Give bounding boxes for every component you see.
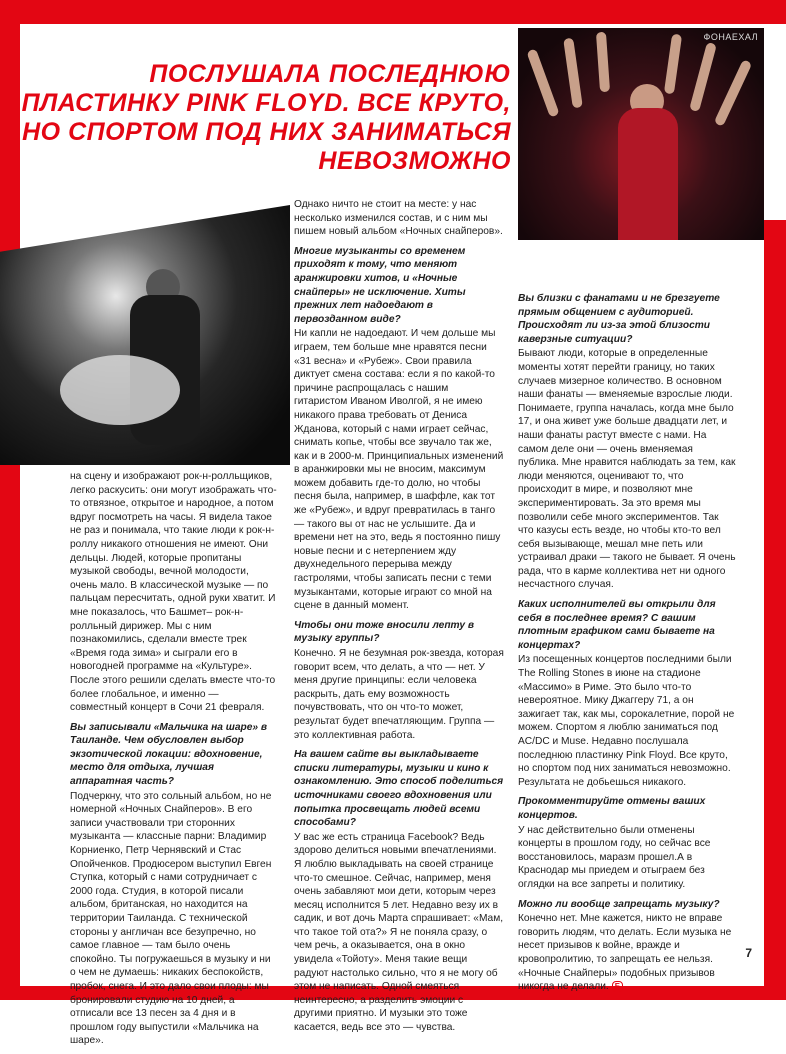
question: Чтобы они тоже вносили лепту в музыку группы? (294, 619, 474, 645)
paragraph-text: Конечно нет. Мне кажется, никто не вправе говорить людям, что делать. Если музыка не несет призывов к войне, вражде и кровопролитию, то запрещать ее нельзя. «Ночные Снайперы» подобных призывов никогда не делали. (518, 913, 732, 993)
end-of-article-mark: Б (612, 981, 624, 992)
paragraph: на сцену и изображают рок-н-ролльщиков, легко раскусить: они могут изображать что-то отвязное, открытое и народное, а потом вдруг посмотреть на часы. Я видела такое не раз и понимала, что такие люди к рок-н-роллу никакого отношения не имеют. Они дельцы. Людей, которые пропитаны музыкой свободы, вечной молодости, очень мало. В классической музыке — по пальцам пересчитать, одной руки хватит. И мне показалось, что Башмет– рок-н-ролльный дирижер. Мы с ним познакомились, сделали вместе трек «Время года зима» и сыграли его в новогодней программе на «Культуре». После этого решили сделать вместе что-то более глобальное, и именно — совместный концерт в Сочи 21 февраля. (70, 471, 277, 714)
text-column-3 (518, 292, 736, 1000)
top-red-band (0, 0, 786, 24)
question: Прокомментируйте отмены ваших концертов. (518, 796, 706, 821)
paragraph: Подчеркну, что это сольный альбом, но не номерной «Ночных Снайперов». В его записи участвовали три сторонних музыканта — классные парни: Владимир Корниенко, Петр Чернявский и Стас Опойченков. Продюсером выступил Евген Ступка, который с нами сотрудничает с 2000 года. Студия, в которой писали альбом, британская, но находится на территории Таиланда. С технической стороны у англичан все безупречно, но самое главное — там было очень спокойно. Ты погружаешься в музыку и ни о чем не думаешь: никаких беспокойств, пробок, снега. И это дало свои плоды: мы бронировали студию на 10 дней, а отписали все 13 песен за 4 дня и в прошлом году выпустили «Мальчика на шаре». (70, 790, 272, 1047)
question: Каких исполнителей вы открыли для себя в последнее время? С вашим плотным графиком сами бываете на концертах? (518, 599, 716, 651)
paragraph: Конечно. Я не безумная рок-звезда, которая говорит всем, что делать, а что — нет. У меня другие принципы: если человека раскрыть, дать ему возможность почувствовать, что он что-то может, результат будет впечатляющим. Группа — это коллективная работа. (294, 648, 504, 741)
question: Можно ли вообще запрещать музыку? (518, 898, 720, 910)
paragraph: У нас действительно были отменены концерты в прошлом году, но сейчас все восстановилось, маразм прошел.А в Краснодар мы приедем и отыграем без оглядки на все запреты и политику. (518, 824, 711, 890)
question: Вы записывали «Мальчика на шаре» в Таиланде. Чем обусловлен выбор экзотической локации: вдохновение, место для отдыха, лучшая аппаратная часть? (70, 721, 268, 788)
paragraph (518, 912, 736, 994)
photo-watermark: ФОНАЕХАЛ (703, 32, 758, 42)
paragraph: Ни капли не надоедают. И чем дольше мы играем, тем больше мне нравятся песни «31 весна» и «Рубеж». Свои правила диктует смена состава: если я по какой-то причине распрощалась с нашим гитаристом Иваном Иволгой, я не имею никакого права требовать от Дениса Жданова, который с нами играет сейчас, снимать копье, чтобы все звучало так же, как и в 2000-м. Принципиальных изменений в аранжировки мы не вносим, максимум можем добавить где-то долю, но чтобы песня была, например, в шаффле, как тот же «Рубеж», и вдруг превратилась в танго — такого вы от нас не услышите. Да и времени нет на это, ведь я постоянно пишу новые песни и с нетерпением жду двухнедельного перерыва между гастролями, чтобы записать песни с теми музыкантами, которые играют со мной на сцене в данный момент. (294, 328, 504, 612)
question: Многие музыканты со временем приходят к тому, что меняют аранжировки хитов, и «Ночные снайперы» не исключение. Хиты прежних лет надоедают в первозданном виде? (294, 245, 466, 325)
text-column-1 (70, 470, 278, 1054)
paragraph: Из посещенных концертов последними были The Rolling Stones в июне на стадионе «Массимо» в Риме. Это было что-то невероятное. Мику Джаггеру 71, а он зажигает так, как мы, сорокалетние, порой не можем. Спортом я люблю заниматься под AC/DC и Muse. Недавно послушала последнюю пластинку Pink Floyd. Все круто, но спортом под них заниматься невозможно. Результата не добьешься никакого. (518, 654, 735, 788)
concert-photo-singer (518, 28, 764, 240)
paragraph: У вас же есть страница Facebook? Ведь здорово делиться новыми впечатлениями. Я люблю выкладывать на своей странице что-то смешное. Сейчас, например, меня очень забавляют мои дети, которым через месяц исполнится 5 лет. Недавно везу их в садик, и вот дочь Марта спрашивает: «Мам, что такое той ота?» Я не поняла сразу, о чем речь, а оказывается, она в окно увидела «Тойоту». Меня такие вещи радуют настолько сильно, что я не могу об этом не написать. Одной смеяться неинтересно, а разделить эмоции с другими приятно. И музыки это тоже касается, ведь все это — чувства. (294, 831, 504, 1034)
text-column-2 (294, 198, 504, 1041)
question: Вы близки с фанатами и не брезгуете прямым общением с аудиторией. Происходят ли из-за этой близости каверзные ситуации? (518, 293, 720, 345)
paragraph: Однако ничто не стоит на месте: у нас несколько изменился состав, и с ним мы пишем новый альбом «Ночных снайперов». (294, 199, 503, 238)
question: На вашем сайте вы выкладываете списки литературы, музыки и кино к ознакомлению. Это способ поделиться источниками своего вдохновения или попытка просвещать людей всеми способами? (294, 749, 504, 829)
right-red-band (764, 220, 786, 1000)
page-number: 7 (745, 946, 752, 960)
paragraph: Бывают люди, которые в определенные моменты хотят перейти границу, но таких случаев мизерное количество. В основном наши фанаты — вменяемые взрослые люди. Понимаете, группа началась, когда мне было 17, и она живет уже больше двадцати лет, и наши фанаты растут вместе с нами. На самом деле они — очень вменяемая публика. Мне нравится наблюдать за тем, как люди меняются, оценивают то, что происходит в мире, и позволяют мне экспериментировать. За это время мы позволили себе много экспериментов. Так что казусы есть везде, но чтобы кто-то вел себя вызывающе, мешал мне петь или устраивал драки — такого не бывает. Я очень рада, что в карме коллектива нет ни одного несчастного случая. (518, 348, 736, 591)
article-headline: ПОСЛУШАЛА ПОСЛЕДНЮЮ ПЛАСТИНКУ PINK FLOYD. ВСЕ КРУТО, НО СПОРТОМ ПОД НИХ ЗАНИМАТЬСЯ НЕВОЗМОЖНО (21, 60, 511, 175)
